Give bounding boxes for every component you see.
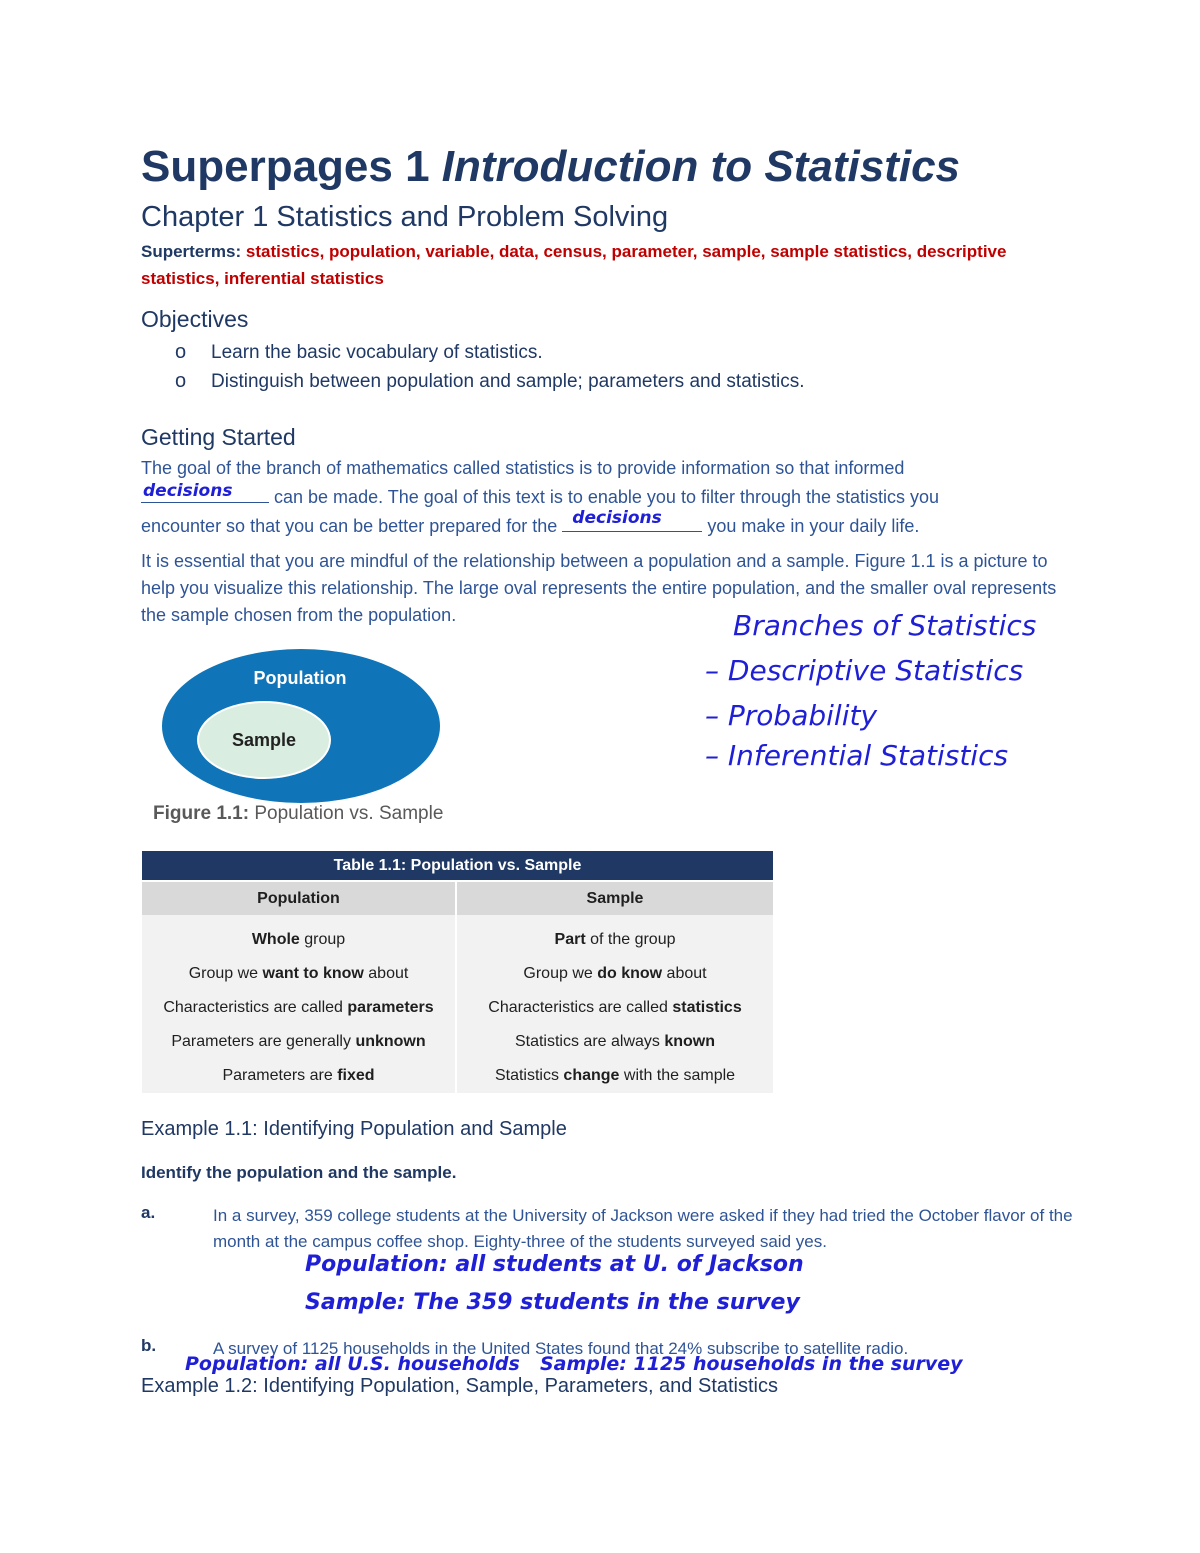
figure-caption-text: Population vs. Sample	[254, 803, 444, 824]
cell-text: parameters	[347, 999, 434, 1016]
objective-item	[175, 367, 805, 396]
table-header-population: Population	[142, 881, 456, 915]
population-label: Population	[253, 668, 347, 688]
cell-text: Group we	[188, 965, 263, 982]
handwritten-branch-item: – Inferential Statistics	[705, 739, 1009, 772]
table-caption: Table 1.1: Population vs. Sample	[142, 851, 773, 881]
item-letter: a.	[141, 1203, 156, 1222]
item-letter: b.	[141, 1336, 157, 1355]
cell-text: of the group	[585, 931, 676, 948]
handwritten-branches-heading: Branches of Statistics	[733, 609, 1037, 642]
paragraph-text: encounter so that you can be better prepared for the	[141, 516, 558, 536]
population-cell	[142, 991, 456, 1025]
handwritten-answer: decisions	[572, 508, 662, 528]
table-row	[142, 1025, 773, 1059]
population-sample-diagram	[160, 647, 442, 805]
bullet-icon: o	[175, 341, 187, 363]
getting-started-paragraph-2: It is essential that you are mindful of the relationship between a population and a sample. Figure 1.1 is a picture to help you visualize this relationship. The large oval represents the entire population, and the smaller oval represents the sample chosen from the population.	[141, 551, 1057, 625]
table-row	[142, 915, 773, 957]
handwritten-answer-b-sample: Sample: 1125 households in the survey	[540, 1353, 963, 1375]
page-title	[141, 142, 960, 192]
population-cell	[142, 1059, 456, 1093]
population-cell	[142, 1025, 456, 1059]
cell-text: change	[563, 1067, 620, 1084]
bullet-icon: o	[175, 370, 187, 392]
handwritten-answer: decisions	[143, 481, 233, 501]
table-body	[142, 915, 773, 1093]
cell-text: Characteristics are called	[488, 999, 673, 1016]
superterms	[141, 238, 1041, 292]
cell-text: group	[299, 931, 346, 948]
cell-text: unknown	[355, 1033, 426, 1050]
cell-text: Group we	[523, 965, 598, 982]
sample-cell	[456, 1059, 773, 1093]
title-main: Superpages 1	[141, 142, 430, 191]
cell-text: Parameters are	[222, 1067, 338, 1084]
handwritten-answer-a-population: Population: all students at U. of Jackson	[305, 1252, 804, 1277]
fill-in-blank	[562, 508, 702, 532]
figure-caption-label: Figure 1.1:	[153, 803, 250, 824]
cell-text: with the sample	[619, 1067, 736, 1084]
cell-text: fixed	[337, 1067, 375, 1084]
figure-caption	[153, 803, 443, 825]
handwritten-branch-item: – Descriptive Statistics	[705, 654, 1024, 687]
cell-text: Whole	[251, 931, 300, 948]
table-header-sample: Sample	[456, 881, 773, 915]
objective-text: Learn the basic vocabulary of statistics.	[211, 341, 543, 363]
paragraph-text: you make in your daily life.	[707, 516, 920, 536]
cell-text: known	[664, 1033, 716, 1050]
cell-text: about	[662, 965, 707, 982]
table-row	[142, 991, 773, 1025]
table-row	[142, 1059, 773, 1093]
paragraph-text: can be made. The goal of this text is to enable you to filter through the statistics you	[274, 487, 940, 507]
superterms-label: Superterms:	[141, 242, 242, 261]
item-text: In a survey, 359 college students at the University of Jackson were asked if they had tried the October flavor of the month at the campus coffee shop. Eighty-three of the students surveyed said yes.	[213, 1206, 1073, 1251]
example-1-2-heading: Example 1.2: Identifying Population, Sample, Parameters, and Statistics	[141, 1375, 779, 1397]
example-1-1-heading: Example 1.1: Identifying Population and Sample	[141, 1118, 567, 1140]
example-1-1-instruction: Identify the population and the sample.	[141, 1163, 457, 1182]
fill-in-blank	[141, 482, 269, 503]
cell-text: Part	[554, 931, 586, 948]
paragraph-line	[141, 508, 1061, 540]
objective-text: Distinguish between population and sample; parameters and statistics.	[211, 370, 805, 392]
getting-started-paragraph-1	[141, 455, 1061, 540]
cell-text: Characteristics are called	[163, 999, 348, 1016]
objective-item	[175, 338, 805, 367]
objectives-list	[175, 338, 805, 396]
cell-text: Statistics	[494, 1067, 564, 1084]
getting-started-heading: Getting Started	[141, 424, 296, 450]
sample-cell	[456, 1025, 773, 1059]
title-italic: Introduction to Statistics	[441, 142, 961, 191]
cell-text: do know	[597, 965, 663, 982]
cell-text: statistics	[672, 999, 742, 1016]
sample-cell	[456, 991, 773, 1025]
handwritten-branch-item: – Probability	[705, 699, 878, 732]
objectives-heading: Objectives	[141, 306, 249, 332]
cell-text: Parameters are generally	[171, 1033, 356, 1050]
population-vs-sample-table	[142, 851, 773, 1093]
sample-label: Sample	[231, 730, 297, 750]
cell-text: want to know	[262, 965, 364, 982]
item-text: A survey of 1125 households in the United States found that 24% subscribe to satellite radio.	[213, 1339, 909, 1358]
population-cell	[142, 915, 456, 957]
population-cell	[142, 957, 456, 991]
paragraph-line: The goal of the branch of mathematics called statistics is to provide information so that informed	[141, 458, 905, 478]
cell-text: Statistics are always	[514, 1033, 665, 1050]
handwritten-answer-a-sample: Sample: The 359 students in the survey	[305, 1290, 800, 1315]
table-row	[142, 957, 773, 991]
sample-cell	[456, 915, 773, 957]
sample-cell	[456, 957, 773, 991]
cell-text: about	[363, 965, 409, 982]
chapter-heading: Chapter 1 Statistics and Problem Solving	[141, 201, 669, 233]
handwritten-answer-b-population: Population: all U.S. households	[185, 1353, 520, 1375]
superterms-list: statistics, population, variable, data, census, parameter, sample, sample statistics, descriptive statistics, inferential statistics	[141, 242, 1007, 288]
